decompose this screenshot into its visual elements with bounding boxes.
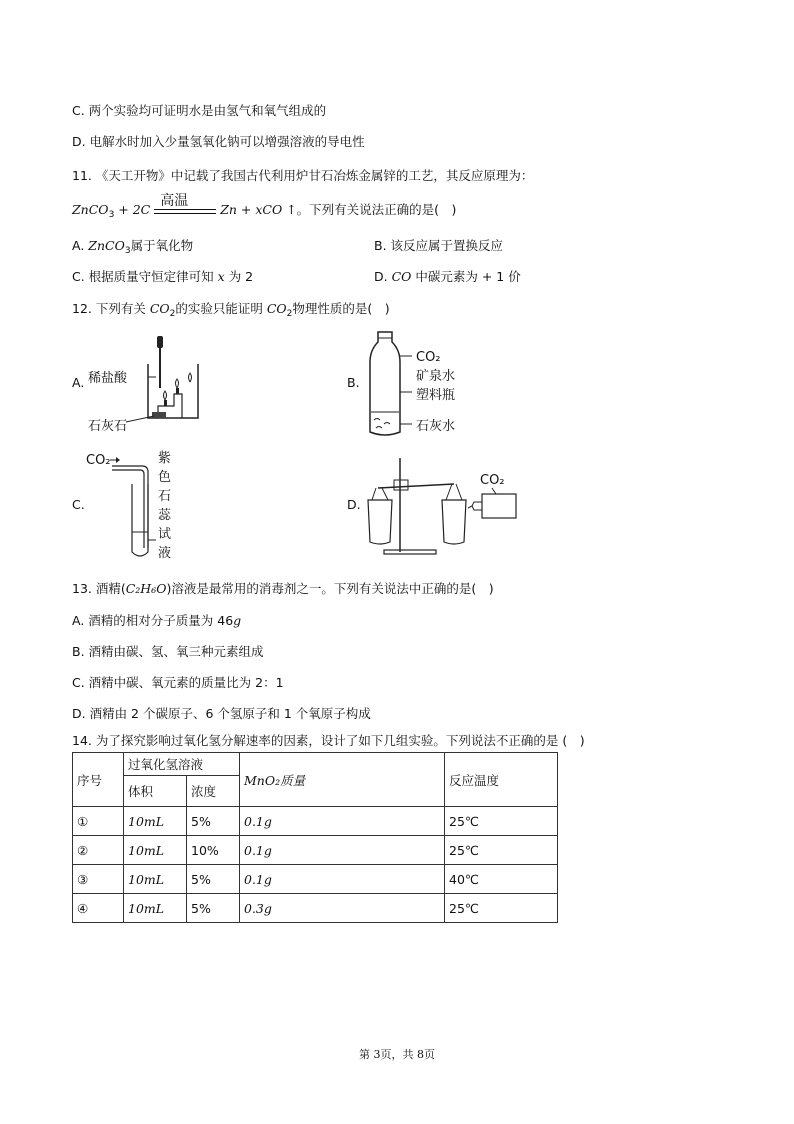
limestone-pieces — [152, 412, 166, 418]
option-text: 中碳元素为 + 1 价 — [411, 269, 521, 284]
eq-reactant-1-sub: 3 — [108, 210, 115, 220]
dropper-bulb — [157, 336, 163, 348]
table-row — [73, 807, 558, 836]
header-no: 序号 — [73, 753, 124, 807]
q10-option-d: D. 电解水时加入少量氢氧化钠可以增强溶液的导电性 — [72, 134, 365, 149]
eq-condition-arrow — [154, 192, 216, 218]
cell-mno2: 0.1g — [240, 807, 445, 836]
label-co2: CO₂ — [86, 453, 111, 468]
table-row — [73, 836, 558, 865]
litmus-label-char: 紫 — [158, 451, 172, 466]
litmus-label-char: 蕊 — [158, 508, 172, 523]
formula: CO — [149, 301, 170, 316]
header-volume: 体积 — [124, 776, 187, 807]
cell-no: ① — [73, 807, 124, 836]
option-label: D. — [374, 269, 392, 284]
header-conc: 浓度 — [187, 776, 240, 807]
delivery-tube — [112, 466, 148, 548]
co2-bottle — [482, 494, 516, 518]
option-text: A. 酒精的相对分子质量为 46 — [72, 613, 234, 628]
variable: x — [217, 269, 225, 284]
option-text: C. 根据质量守恒定律可知 — [72, 269, 218, 284]
cell-conc: 10% — [187, 836, 240, 865]
q12-stem — [72, 299, 390, 319]
table-row — [73, 865, 558, 894]
table-header-row — [73, 753, 558, 776]
stem-part: )溶液是最常用的消毒剂之一。下列有关说法中正确的是( ) — [166, 581, 494, 596]
stem-part: 的实验只能证明 — [175, 301, 267, 316]
formula-sub: 2 — [169, 309, 176, 319]
label-limestone: 石灰石 — [88, 419, 128, 434]
q13-option-b: B. 酒精由碳、氢、氧三种元素组成 — [72, 644, 264, 659]
header-mno2: MnO₂质量 — [240, 753, 445, 807]
formula: CO — [391, 269, 412, 284]
q10-option-c: C. 两个实验均可证明水是由氢气和氧气组成的 — [72, 103, 327, 118]
label-co2: CO₂ — [416, 350, 441, 365]
option-text-tail: 为 2 — [224, 269, 254, 284]
cell-mno2: 0.1g — [240, 836, 445, 865]
cell-no: ④ — [73, 894, 124, 923]
eq-reactant-2: + 2C — [114, 202, 155, 217]
cell-temp: 25℃ — [445, 894, 558, 923]
cell-conc: 5% — [187, 894, 240, 923]
q13-option-c: C. 酒精中碳、氧元素的质量比为 2：1 — [72, 675, 284, 690]
q11-option-c — [72, 267, 253, 285]
cell-volume: 10mL — [124, 865, 187, 894]
q11-equation — [72, 192, 457, 220]
q12-figure-a — [86, 332, 212, 436]
cell-volume: 10mL — [124, 807, 187, 836]
header-temp: 反应温度 — [445, 753, 558, 807]
q13-stem — [72, 579, 494, 597]
unit: g — [233, 613, 242, 628]
litmus-label-column — [158, 450, 172, 561]
paper-bag-left — [368, 500, 392, 544]
cell-temp: 25℃ — [445, 836, 558, 865]
q12-option-a-label: A. — [72, 375, 85, 390]
formula: ZnCO — [88, 238, 125, 253]
table-row — [73, 894, 558, 923]
label-limewater: 石灰水 — [416, 419, 456, 434]
formula: CO — [266, 301, 287, 316]
q11-stem: 11. 《天工开物》中记载了我国古代利用炉甘石冶炼金属锌的工艺，其反应原理为： — [72, 168, 534, 183]
ethanol-formula: C₂H₆O — [125, 581, 167, 596]
label-bottle-line2: 塑料瓶 — [416, 388, 456, 403]
cell-volume: 10mL — [124, 894, 187, 923]
test-tube — [132, 484, 148, 556]
litmus-label-char: 试 — [158, 527, 172, 542]
stem-part: 13. 酒精( — [72, 581, 126, 596]
eq-condition: 高温 — [160, 192, 189, 209]
cell-conc: 5% — [187, 865, 240, 894]
stem-part: 物理性质的是( ) — [292, 301, 390, 316]
q13-option-a — [72, 611, 241, 629]
q14-stem: 14. 为了探究影响过氧化氢分解速率的因素，设计了如下几组实验。下列说法不正确的是 ( ) — [72, 733, 585, 748]
beaker — [148, 364, 198, 418]
q11-option-d — [374, 267, 521, 285]
stem-part: 12. 下列有关 — [72, 301, 150, 316]
q12-figure-d — [360, 454, 522, 558]
q12-option-c-label: C. — [72, 497, 85, 512]
q14-experiment-table — [72, 752, 558, 923]
option-label: A. — [72, 238, 89, 253]
label-co2: CO₂ — [480, 473, 505, 488]
eq-question: 。下列有关说法正确的是( ) — [296, 202, 457, 217]
q12-option-d-label: D. — [347, 497, 361, 512]
q12-figure-c — [86, 448, 186, 564]
cell-mno2: 0.1g — [240, 865, 445, 894]
cell-mno2: 0.3g — [240, 894, 445, 923]
eq-reactant-1: ZnCO — [72, 202, 109, 217]
balance-beam — [378, 484, 454, 488]
litmus-label-char: 色 — [158, 470, 172, 485]
option-text: 属于氧化物 — [130, 238, 194, 253]
formula-sub: 2 — [286, 309, 293, 319]
label-bottle-line1: 矿泉水 — [416, 369, 456, 384]
cell-temp: 25℃ — [445, 807, 558, 836]
label-acid: 稀盐酸 — [88, 371, 128, 386]
litmus-label-char: 石 — [158, 489, 172, 504]
q13-option-d: D. 酒精由 2 个碳原子、6 个氢原子和 1 个氧原子构成 — [72, 706, 371, 721]
header-h2o2: 过氧化氢溶液 — [124, 753, 240, 776]
paper-bag-right — [442, 500, 466, 544]
cell-no: ② — [73, 836, 124, 865]
cell-temp: 40℃ — [445, 865, 558, 894]
q11-option-b: B. 该反应属于置换反应 — [374, 238, 504, 253]
q12-option-b-label: B. — [347, 375, 360, 390]
page-footer: 第 3页，共 8页 — [359, 1048, 435, 1061]
eq-products: Zn + xCO ↑ — [220, 202, 297, 217]
formula-sub: 3 — [124, 246, 131, 256]
litmus-label-char: 液 — [158, 546, 172, 561]
q12-figure-b — [358, 328, 468, 440]
cell-conc: 5% — [187, 807, 240, 836]
cell-volume: 10mL — [124, 836, 187, 865]
cell-no: ③ — [73, 865, 124, 894]
q11-option-a — [72, 236, 193, 256]
